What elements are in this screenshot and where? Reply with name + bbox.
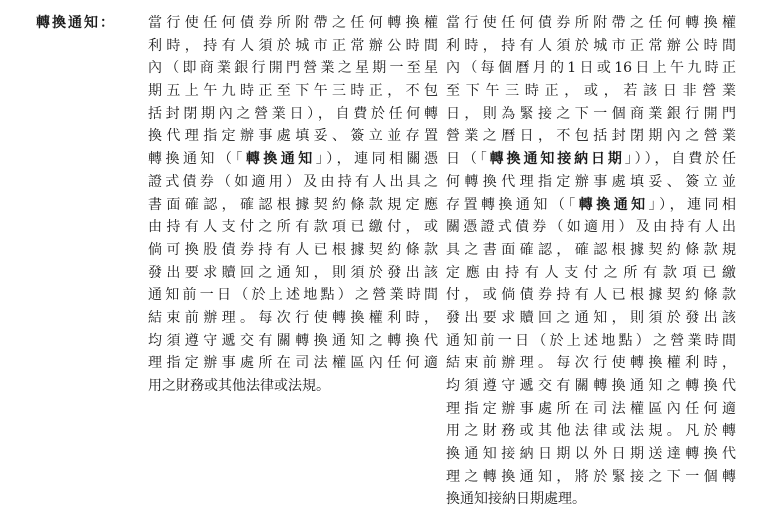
text-run: 均須遵守遞交有關轉換通知之轉換代 <box>446 378 736 394</box>
text-run: 付，或倘債券持有人已根據契約條款 <box>446 287 736 304</box>
right-column-line <box>446 284 736 307</box>
text-run: 日，則為緊接之下一個商業銀行開門 <box>446 105 736 122</box>
text-run: 定應由持有人支付之所有款項已繳 <box>446 264 736 281</box>
right-column-line <box>446 262 736 285</box>
text-run: 結束前辦理。每次行使轉換權利時， <box>446 355 736 372</box>
text-run: 理指定辦事處所在司法權區內任何適 <box>446 400 736 417</box>
text-run: 當行使任何債券所附帶之任何轉換權 <box>148 15 438 31</box>
left-column-line <box>148 171 438 194</box>
text-run: 倘可換股債券持有人已根據契約條款 <box>148 241 438 258</box>
right-column-line <box>446 194 736 217</box>
left-column-line <box>148 284 438 307</box>
text-run: 通知前一日（於上述地點）之營業時間 <box>148 287 438 304</box>
text-run: 」），連同相關憑 <box>315 151 439 168</box>
right-column-text <box>446 12 736 511</box>
defined-term: 轉換通知 <box>245 151 316 168</box>
text-run: 均須遵守遞交有關轉換通知之轉換代 <box>148 332 438 349</box>
text-run: 結束前辦理。每次行使轉換權利時， <box>148 309 438 326</box>
text-run: 」）），自費於任 <box>624 151 737 168</box>
right-column-line <box>446 35 736 58</box>
left-column-line <box>148 194 438 217</box>
right-column-line <box>446 307 736 330</box>
right-column-line <box>446 57 736 80</box>
right-column-line <box>446 148 736 171</box>
right-column-line <box>446 330 736 353</box>
right-column-line <box>446 125 736 148</box>
right-column-line <box>446 216 736 239</box>
text-run: 何轉換代理指定辦事處填妥、簽立並 <box>446 173 736 190</box>
text-run: 具之書面確認，確認根據契約條款規 <box>446 241 736 258</box>
right-column-line <box>446 12 736 35</box>
right-column-line <box>446 80 736 103</box>
right-column-line <box>446 352 736 375</box>
text-run: 當行使任何債券所附帶之任何轉換權 <box>446 15 736 31</box>
defined-term: 轉換通知 <box>578 196 649 213</box>
text-run: 內（即商業銀行開門營業之星期一至星 <box>148 60 438 77</box>
text-run: 理之轉換通知，將於緊接之下一個轉 <box>446 468 736 485</box>
defined-term: 轉換通知接納日期 <box>489 151 625 168</box>
left-column-line <box>148 216 438 239</box>
left-column-line <box>148 103 438 126</box>
section-heading: 轉換通知： <box>36 15 116 31</box>
left-column-line <box>148 375 438 398</box>
text-run: 換代理指定辦事處填妥、簽立並存置 <box>148 128 438 145</box>
right-column-line <box>446 171 736 194</box>
text-run: 日（「 <box>446 151 490 168</box>
text-run: 括封閉期內之營業日），自費於任何轉 <box>148 105 438 122</box>
text-run: 轉換通知（「 <box>148 151 246 168</box>
text-run: 至下午三時正，或，若該日非營業 <box>446 83 736 100</box>
text-run: 關憑證式債券（如適用）及由持有人出 <box>446 219 736 236</box>
right-column-line <box>446 239 736 262</box>
text-run: 換通知接納日期以外日期送達轉換代 <box>446 446 736 463</box>
left-column-line <box>148 262 438 285</box>
text-run: 通知前一日（於上述地點）之營業時間 <box>446 332 736 349</box>
right-column-line <box>446 488 736 511</box>
right-column-line <box>446 375 736 398</box>
text-run: 理指定辦事處所在司法權區內任何適 <box>148 355 438 372</box>
right-column-line <box>446 420 736 443</box>
text-run: 利時，持有人須於城市正常辦公時間 <box>148 37 438 54</box>
left-column-line <box>148 125 438 148</box>
text-run: 由持有人支付之所有款項已繳付，或 <box>148 219 438 236</box>
right-column-line <box>446 443 736 466</box>
text-run: 期五上午九時正至下午三時正，不包 <box>148 83 438 100</box>
text-run: 營業之曆日，不包括封閉期內之營業 <box>446 128 736 145</box>
left-column-line <box>148 330 438 353</box>
left-column-line <box>148 35 438 58</box>
right-column-line <box>446 103 736 126</box>
left-column-line <box>148 352 438 375</box>
left-column-line <box>148 148 438 171</box>
text-run: 內（每個曆月的1日或16日上午九時正 <box>446 60 736 77</box>
text-run: 書面確認，確認根據契約條款規定應 <box>148 196 438 213</box>
right-column-line <box>446 398 736 421</box>
text-run: 」），連同相 <box>648 196 737 213</box>
left-column-line <box>148 80 438 103</box>
text-run: 證式債券（如適用）及由持有人出具之 <box>148 173 438 190</box>
left-column-line <box>148 57 438 80</box>
text-run: 換通知接納日期處理。 <box>446 491 586 508</box>
left-column-text <box>148 12 438 398</box>
right-column-line <box>446 466 736 489</box>
text-run: 發出要求贖回之通知，則須於發出該 <box>148 264 438 281</box>
text-run: 用之財務或其他法律或法規。凡於轉 <box>446 423 736 440</box>
left-column-line <box>148 307 438 330</box>
left-column-line <box>148 12 438 35</box>
text-run: 用之財務或其他法律或法規。 <box>148 378 330 394</box>
text-run: 利時，持有人須於城市正常辦公時間 <box>446 37 736 54</box>
left-column-line <box>148 239 438 262</box>
text-run: 發出要求贖回之通知，則須於發出該 <box>446 309 736 326</box>
text-run: 存置轉換通知（「 <box>446 196 579 213</box>
